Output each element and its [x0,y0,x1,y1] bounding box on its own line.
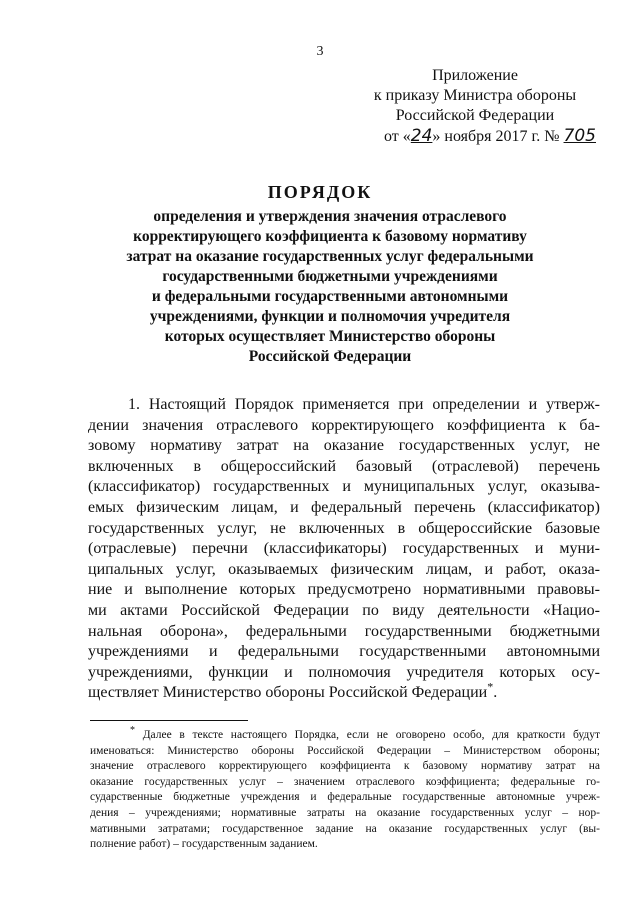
footnote-line-first [90,725,601,744]
appendix-block [340,66,610,147]
footnote-line: полнение работ) – государственным заданием. [90,838,318,851]
body-line-last [88,679,600,704]
body-line: (классификатор) государственных и муниципальных услуг, оказыва- [88,478,600,496]
body-line: емых физическим лицам, и федеральный перечень (классификатор) [88,498,600,516]
subtitle-line: государственными бюджетными учреждениями [162,268,498,285]
body-line: включенных в общероссийский базовый (отраслевой) перечень [88,457,600,475]
footnote-line: сударственные бюджетные учреждения и федеральные государственные автономные учреж- [90,791,600,804]
body-line: ципальных услуг, оказываемых физическим лицам, и работ, оказа- [88,560,600,578]
handwritten-day: 24 [410,126,433,146]
footnote-line: мативными затратами; государственное задание на оказание государственных услуг (вы- [90,822,600,835]
subtitle-line: которых осуществляет Министерство обороны [164,328,496,345]
document-title: ПОРЯДОК [267,182,373,202]
page-number: 3 [316,44,324,59]
body-line: государственных услуг, не включенных в общероссийские базовые [88,519,600,537]
subtitle-line: затрат на оказание государственных услуг федеральными [126,248,534,265]
date-prefix: от « [383,128,411,145]
body-line: ние и выполнение которых предусмотрено нормативными правовы- [88,581,600,599]
body-line: 1. Настоящий Порядок применяется при определении и утверж- [128,396,600,413]
footnote-marker: * [487,679,494,694]
body-line-end: . [493,684,498,702]
footnote-line: оказание государственных услуг – значением отраслевого коэффициента; федеральные го- [90,775,600,788]
date-suffix: » ноября 2017 г. № [432,128,560,145]
handwritten-order-number: 705 [563,126,596,146]
footnote [90,725,601,853]
footnote-line: именоваться: Министерство обороны Российской Федерации – Министерством обороны; [90,744,600,757]
body-line: нальная оборона», федеральными государственными бюджетными [88,622,600,640]
footnote-line: дения – учреждениями; нормативные затраты на оказание государственных услуг – нор- [90,806,600,819]
body-line: учреждениями, функции и полномочия учредителя которых осу- [88,663,600,681]
subtitle-line: корректирующего коэффициента к базовому нормативу [133,228,527,245]
body-line: учреждениями и федеральными государственными автономными [88,643,600,661]
appendix-label: Приложение [432,67,518,84]
body-line: зовому нормативу затрат на оказание государственных услуг, не [88,437,600,455]
paragraph-1 [88,395,600,704]
appendix-order-ref: к приказу Министра обороны [373,87,577,104]
footnote-line: значение отраслевого корректирующего коэффициента к базовому нормативу затрат на [90,760,600,773]
subtitle-line: учреждениями, функции и полномочия учредителя [149,308,511,325]
subtitle-line: определения и утверждения значения отраслевого [153,208,507,225]
subtitle-line: Российской Федерации [248,348,412,365]
appendix-country: Российской Федерации [395,107,555,124]
footnote-text: Далее в тексте настоящего Порядка, если не оговорено особо, для краткости будут [142,729,601,741]
body-line: дении значения отраслевого корректирующего коэффициента к ба- [88,416,600,434]
body-line-text: ществляет Министерство обороны Российской Федерации [88,684,488,702]
body-line: ми актами Российской Федерации по виду деятельности «Нацио- [88,601,600,619]
footnote-marker: * [130,725,135,737]
footnote-divider [90,720,248,721]
appendix-date-line [340,126,610,147]
document-subtitle [60,207,600,367]
subtitle-line: и федеральными государственными автономными [151,288,509,305]
body-line: (отраслевые) перечни (классификаторы) государственных и муни- [88,540,600,558]
